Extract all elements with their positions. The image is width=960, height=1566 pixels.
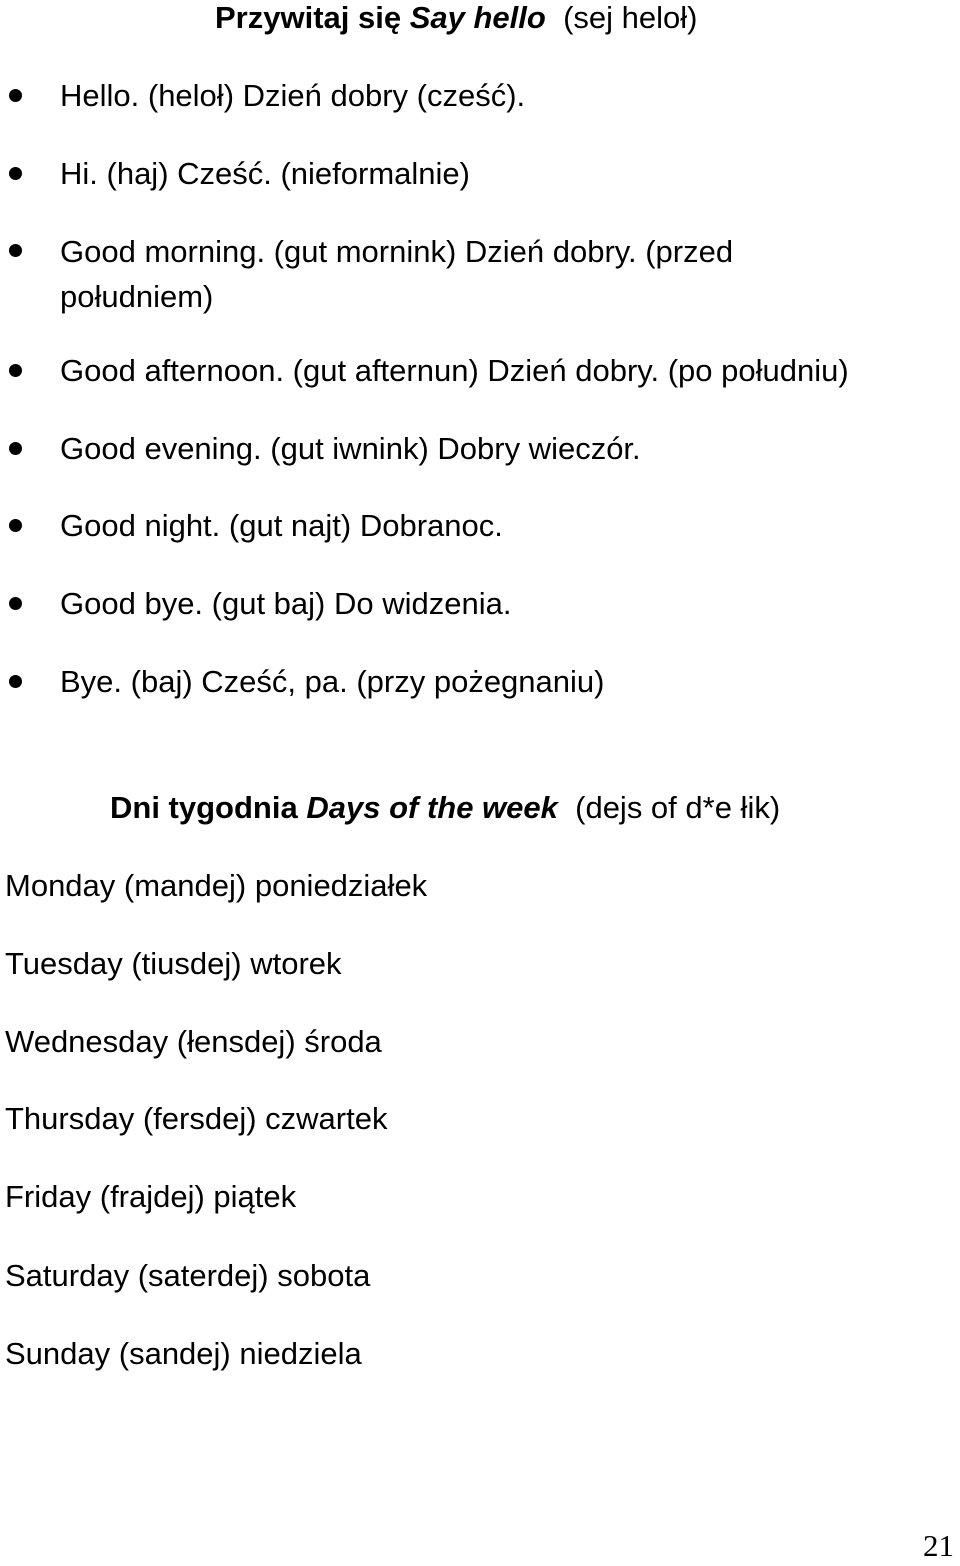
greetings-heading	[215, 0, 697, 36]
list-item	[60, 504, 950, 548]
list-item	[60, 582, 950, 626]
greetings-heading-english: Say hello	[409, 0, 546, 35]
bullet-icon	[9, 364, 22, 377]
list-item	[60, 74, 950, 118]
greeting-text: Good bye. (gut baj) Do widzenia.	[60, 586, 512, 621]
page-number: 21	[923, 1528, 954, 1563]
bullet-icon	[9, 244, 22, 257]
greeting-text: Hello. (heloł) Dzień dobry (cześć).	[60, 78, 526, 113]
day-row-friday: Friday (frajdej) piątek	[5, 1179, 297, 1214]
day-row-thursday: Thursday (fersdej) czwartek	[5, 1101, 388, 1136]
days-heading-polish: Dni tygodnia	[110, 790, 298, 825]
bullet-icon	[9, 519, 22, 532]
bullet-icon	[9, 442, 22, 455]
list-item	[60, 660, 950, 704]
greetings-heading-pronunciation: (sej heloł)	[563, 0, 698, 35]
day-row-wednesday: Wednesday (łensdej) środa	[5, 1024, 382, 1059]
bullet-icon	[9, 167, 22, 180]
days-heading-pronunciation: (dejs of d*e łik)	[575, 790, 781, 825]
bullet-icon	[9, 675, 22, 688]
day-row-monday: Monday (mandej) poniedziałek	[5, 868, 428, 903]
bullet-icon	[9, 597, 22, 610]
day-row-tuesday: Tuesday (tiusdej) wtorek	[5, 946, 342, 981]
greeting-text: Bye. (baj) Cześć, pa. (przy pożegnaniu)	[60, 664, 605, 699]
greeting-text: Hi. (haj) Cześć. (nieformalnie)	[60, 156, 470, 191]
list-item	[60, 427, 950, 471]
days-heading	[110, 790, 780, 826]
greeting-text: Good night. (gut najt) Dobranoc.	[60, 508, 503, 543]
days-heading-english: Days of the week	[306, 790, 558, 825]
list-item	[60, 349, 950, 393]
greeting-text: Good afternoon. (gut afternun) Dzień dobry. (po południu)	[60, 353, 849, 388]
list-item	[60, 152, 950, 196]
bullet-icon	[9, 89, 22, 102]
greeting-text: Good evening. (gut iwnink) Dobry wieczór.	[60, 431, 641, 466]
day-row-saturday: Saturday (saterdej) sobota	[5, 1258, 371, 1293]
day-row-sunday: Sunday (sandej) niedziela	[5, 1336, 362, 1371]
list-item	[60, 229, 950, 319]
greeting-text: Good morning. (gut mornink) Dzień dobry. (przed południem)	[60, 234, 734, 314]
greetings-heading-polish: Przywitaj się	[215, 0, 402, 35]
